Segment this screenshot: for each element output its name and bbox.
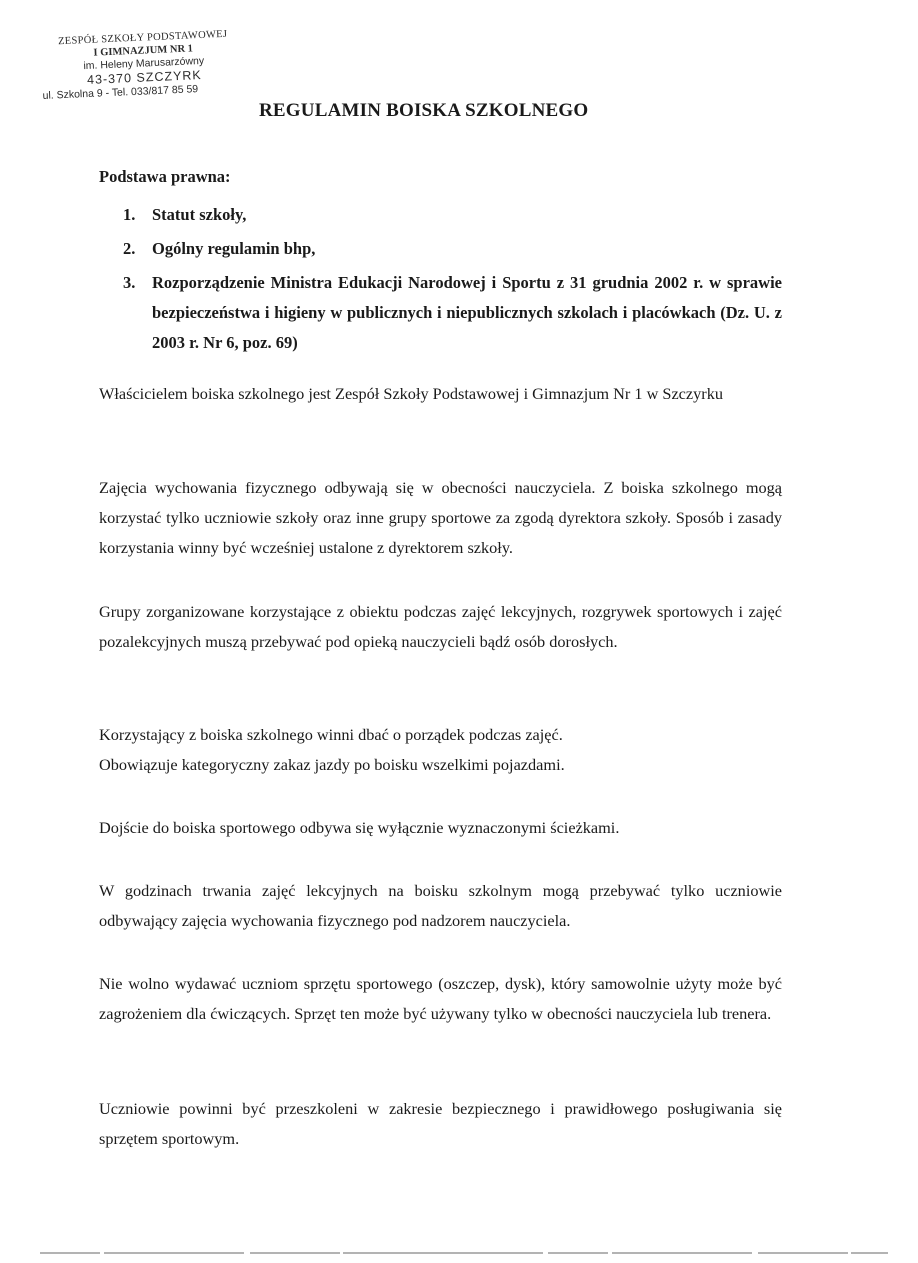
stamp-postal-city: 43-370 SZCZYRK xyxy=(86,67,203,87)
list-item-text: Ogólny regulamin bhp, xyxy=(152,239,316,258)
paragraph-hours: W godzinach trwania zajęć lekcyjnych na boisku szkolnym mogą przebywać tylko uczniowie odbywający zajęcia wychowania fizycznego pod nadzorem nauczyciela. xyxy=(99,881,782,930)
paragraph-groups: Grupy zorganizowane korzystające z obiektu podczas zajęć lekcyjnych, rozgrywek sportowych i zajęć pozalekcyjnych muszą przebywać pod opieką nauczycieli bądź osób dorosłych. xyxy=(99,602,782,651)
school-stamp xyxy=(40,27,248,103)
legal-basis-list xyxy=(99,200,782,358)
legal-basis-item xyxy=(99,234,782,264)
legal-basis-section xyxy=(99,166,782,362)
stamp-gymnasium: I GIMNAZJUM NR 1 xyxy=(93,43,194,59)
stamp-patron: im. Heleny Marusarzówny xyxy=(83,54,205,73)
paragraph-training: Uczniowie powinni być przeszkoleni w zakresie bezpiecznego i prawidłowego posługiwania się sprzętem sportowym. xyxy=(99,1099,782,1148)
paragraph-pe-classes: Zajęcia wychowania fizycznego odbywają się w obecności nauczyciela. Z boiska szkolnego mogą korzystać tylko uczniowie szkoły oraz inne grupy sportowe za zgodą dyrektora szkoły. Sposób i zasady korzystania winny być wcześniej ustalone z dyrektorem szkoły. xyxy=(99,478,782,557)
document-title: REGULAMIN BOISKA SZKOLNEGO xyxy=(259,100,589,121)
stamp-address-phone: ul. Szkolna 9 - Tel. 033/817 85 59 xyxy=(42,83,199,102)
legal-basis-item xyxy=(99,200,782,230)
legal-basis-item xyxy=(99,268,782,358)
scan-bottom-rule xyxy=(0,1248,918,1258)
list-item-text: Statut szkoły, xyxy=(152,205,247,224)
vehicle-ban-rule: Obowiązuje kategoryczny zakaz jazdy po boisku wszelkimi pojazdami. xyxy=(99,755,565,774)
paragraph-order xyxy=(99,720,782,780)
list-number: 3. xyxy=(123,273,136,292)
order-rule: Korzystający z boiska szkolnego winni dbać o porządek podczas zajęć. xyxy=(99,725,563,744)
list-number: 1. xyxy=(123,205,136,224)
paragraph-equipment: Nie wolno wydawać uczniom sprzętu sportowego (oszczep, dysk), który samowolnie użyty może być zagrożeniem dla ćwiczących. Sprzęt ten może być używany tylko w obecności nauczyciela lub trenera. xyxy=(99,974,782,1023)
paragraph-owner: Właścicielem boiska szkolnego jest Zespół Szkoły Podstawowej i Gimnazjum Nr 1 w Szczyrku xyxy=(99,384,723,403)
list-number: 2. xyxy=(123,239,136,258)
paragraph-access: Dojście do boiska sportowego odbywa się wyłącznie wyznaczonymi ścieżkami. xyxy=(99,818,620,837)
legal-basis-heading: Podstawa prawna: xyxy=(99,167,231,186)
stamp-school-name: ZESPÓŁ SZKOŁY PODSTAWOWEJ xyxy=(57,28,228,48)
list-item-text: Rozporządzenie Ministra Edukacji Narodowej i Sportu z 31 grudnia 2002 r. w sprawie bezpieczeństwa i higieny w publicznych i niepublicznych szkolach i placówkach (Dz. U. z 2003 r. Nr 6, poz. 69) xyxy=(152,273,782,352)
